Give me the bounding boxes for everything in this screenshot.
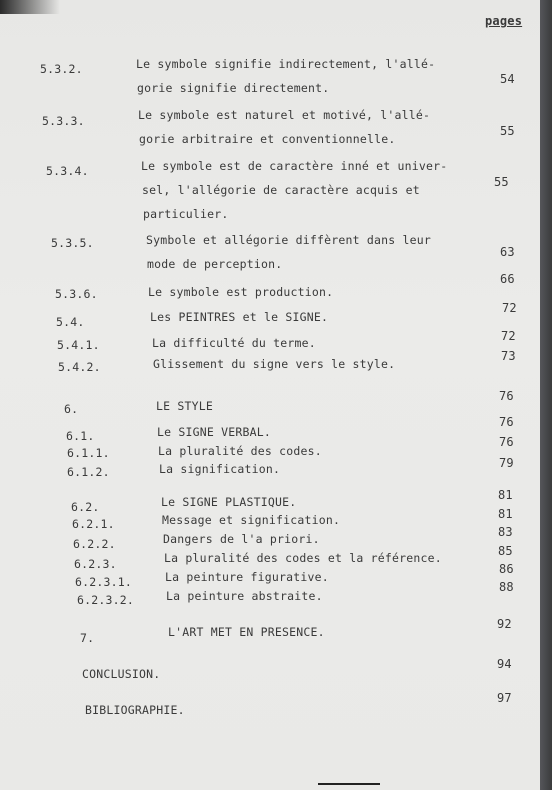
right-edge-shadow xyxy=(540,0,552,790)
toc-entry-page-number: 76 xyxy=(499,415,514,429)
toc-entry-number: 6. xyxy=(64,402,79,416)
toc-entry-page-number: 54 xyxy=(500,72,515,86)
toc-entry-page-number: 76 xyxy=(499,435,514,449)
toc-entry-page-number: 72 xyxy=(502,301,517,315)
toc-entry-title-line: La peinture figurative. xyxy=(165,570,329,584)
toc-entry-number: 6.2.3. xyxy=(74,557,117,571)
toc-entry-page-number: 72 xyxy=(501,329,516,343)
toc-entry-number: 6.2.1. xyxy=(72,517,115,531)
toc-entry-title-line: Le symbole est de caractère inné et univer- xyxy=(141,159,448,173)
toc-entry-number: 6.1. xyxy=(66,429,95,443)
toc-entry-page-number: 81 xyxy=(498,488,513,502)
toc-entry-page-number: 63 xyxy=(500,245,515,259)
toc-entry-title-line: Les PEINTRES et le SIGNE. xyxy=(150,310,329,324)
toc-entry-title-line: Message et signification. xyxy=(162,513,341,527)
bottom-rule xyxy=(318,783,380,785)
toc-entry-title-line: La pluralité des codes. xyxy=(158,444,322,458)
toc-entry-number: 5.4.1. xyxy=(57,338,100,352)
toc-entry-title-line: La difficulté du terme. xyxy=(152,336,316,350)
toc-entry-page-number: 55 xyxy=(494,175,509,189)
toc-entry-page-number: 86 xyxy=(499,562,514,576)
toc-entry-number: 5.3.6. xyxy=(55,287,98,301)
toc-entry-title-line: Le SIGNE PLASTIQUE. xyxy=(161,495,297,509)
toc-entry-number: 5.3.3. xyxy=(42,114,85,128)
toc-entry-title-line: LE STYLE xyxy=(156,399,213,413)
toc-entry-number: 6.2.3.1. xyxy=(75,575,132,589)
toc-entry-title-line: BIBLIOGRAPHIE. xyxy=(85,703,185,717)
toc-entry-title-line: Le SIGNE VERBAL. xyxy=(157,425,271,439)
toc-entry-number: 5.3.4. xyxy=(46,164,89,178)
toc-entry-page-number: 83 xyxy=(498,525,513,539)
toc-entry-title-line: gorie arbitraire et conventionnelle. xyxy=(139,132,396,146)
page-edge-shadow xyxy=(0,0,60,14)
toc-entry-title-line: Le symbole est production. xyxy=(148,285,334,299)
toc-entry-title-line: La pluralité des codes et la référence. xyxy=(164,551,442,565)
toc-entry-number: 6.2.2. xyxy=(73,537,116,551)
toc-entry-page-number: 94 xyxy=(497,657,512,671)
toc-entry-page-number: 55 xyxy=(500,124,515,138)
toc-entry-number: 5.3.5. xyxy=(51,236,94,250)
toc-entry-number: 6.2. xyxy=(71,500,100,514)
toc-entry-number: 5.4.2. xyxy=(58,360,101,374)
toc-entry-number: 6.1.1. xyxy=(67,446,110,460)
toc-entry-page-number: 97 xyxy=(497,691,512,705)
toc-entry-title-line: Le symbole est naturel et motivé, l'allé- xyxy=(138,108,431,122)
toc-entry-title-line: CONCLUSION. xyxy=(82,667,161,681)
toc-entry-number: 6.1.2. xyxy=(67,465,110,479)
toc-entry-title-line: Symbole et allégorie diffèrent dans leur xyxy=(146,233,431,247)
toc-entry-page-number: 81 xyxy=(498,507,513,521)
toc-entry-title-line: mode de perception. xyxy=(147,257,283,271)
toc-entry-page-number: 73 xyxy=(501,349,516,363)
toc-entry-title-line: particulier. xyxy=(143,207,229,221)
toc-entry-title-line: Le symbole signifie indirectement, l'allé- xyxy=(136,57,436,71)
toc-entry-page-number: 85 xyxy=(498,544,513,558)
toc-entry-number: 7. xyxy=(80,631,95,645)
toc-entry-title-line: L'ART MET EN PRESENCE. xyxy=(168,625,325,639)
toc-entry-title-line: sel, l'allégorie de caractère acquis et xyxy=(142,183,420,197)
toc-entry-title-line: Dangers de l'a priori. xyxy=(163,532,320,546)
toc-entry-title-line: La peinture abstraite. xyxy=(166,589,323,603)
toc-entry-number: 6.2.3.2. xyxy=(77,593,134,607)
toc-entry-page-number: 92 xyxy=(497,617,512,631)
toc-entry-page-number: 66 xyxy=(500,272,515,286)
toc-entry-number: 5.3.2. xyxy=(40,62,83,76)
toc-entry-title-line: La signification. xyxy=(159,462,281,476)
toc-entry-title-line: gorie signifie directement. xyxy=(137,81,330,95)
toc-entry-page-number: 79 xyxy=(499,456,514,470)
toc-entry-page-number: 76 xyxy=(499,389,514,403)
toc-entry-title-line: Glissement du signe vers le style. xyxy=(153,357,396,371)
toc-entry-number: 5.4. xyxy=(56,315,85,329)
toc-entry-page-number: 88 xyxy=(499,580,514,594)
pages-column-header: pages xyxy=(485,14,523,28)
